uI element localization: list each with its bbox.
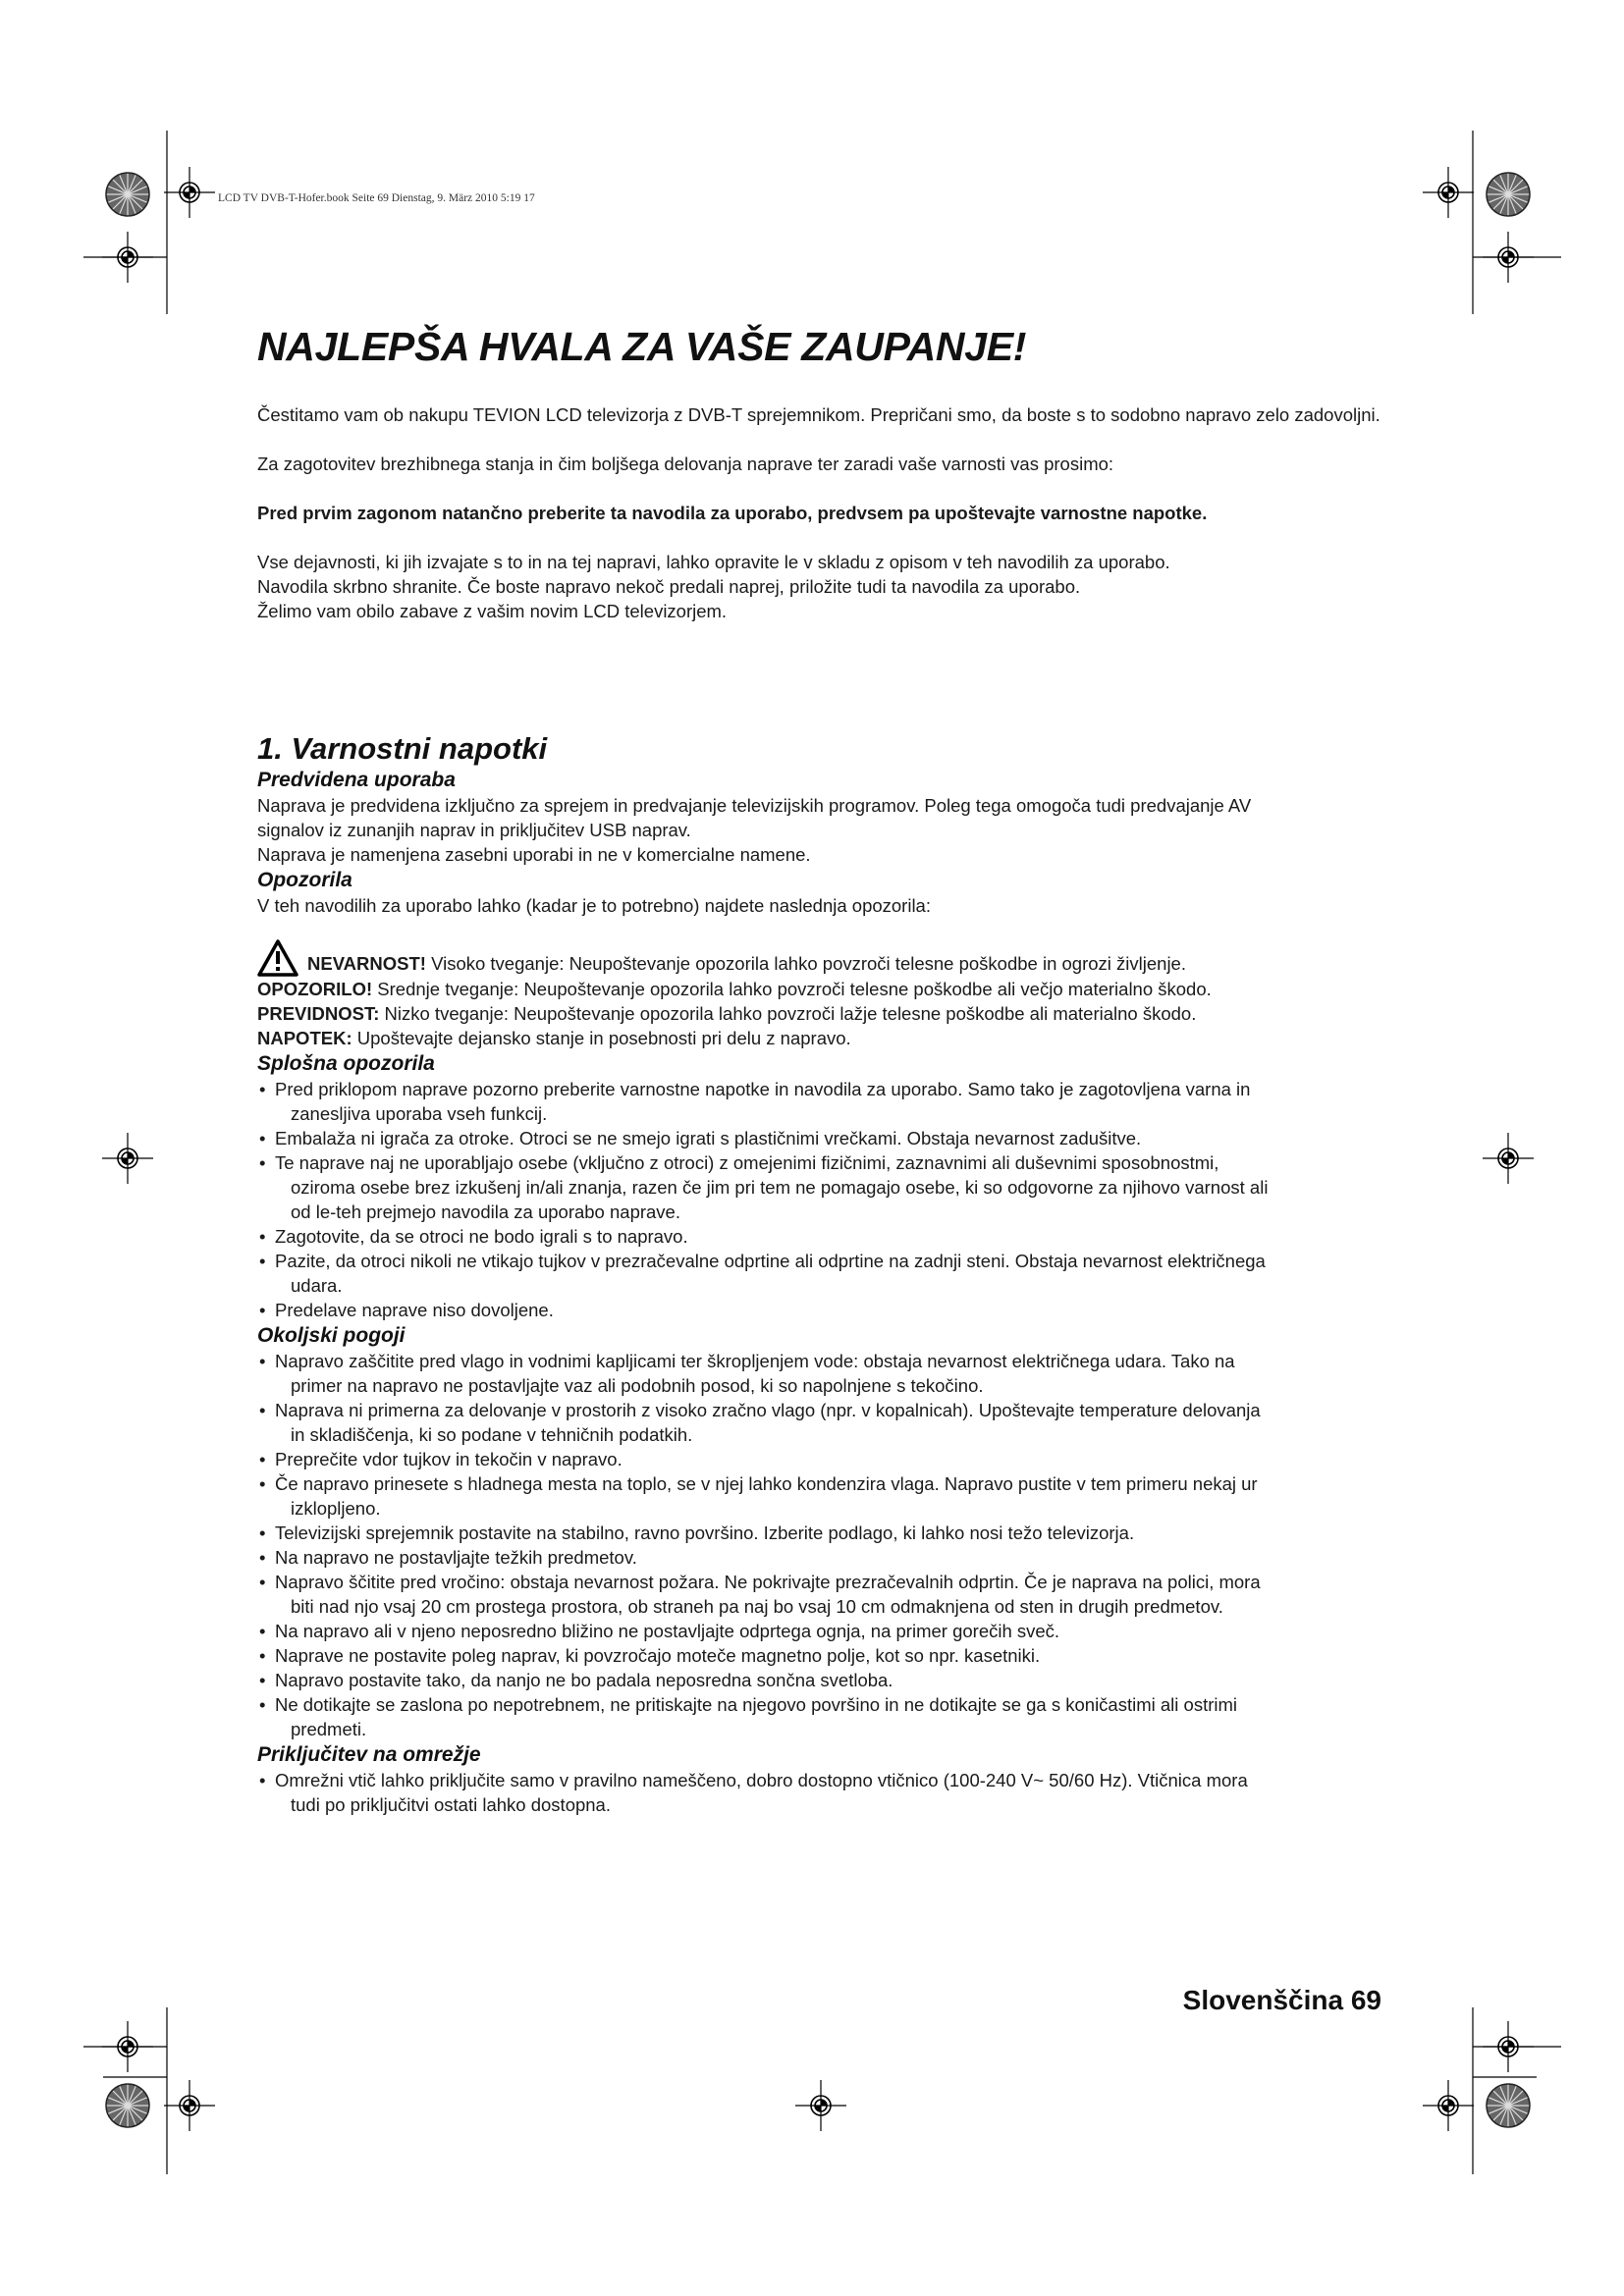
bullet-dot-icon: •: [259, 1400, 266, 1420]
bullet-text: Na napravo ali v njeno neposredno bližino ne postavljajte odprtega ognja, na primer gorečih sveč.: [275, 1621, 1060, 1641]
bullet-item: [257, 1150, 1386, 1224]
warning-text: Srednje tveganje: Neupoštevanje opozorila lahko povzroči telesne poškodbe ali večjo materialno škodo.: [372, 979, 1212, 999]
bullet-item: [257, 1570, 1386, 1619]
registration-mark-icon: [795, 2080, 846, 2131]
bullet-text-continued: in skladiščenja, ki so podane v tehničnih podatkih.: [291, 1424, 693, 1445]
page-content: [257, 324, 1386, 1817]
bullet-text: Televizijski sprejemnik postavite na stabilno, ravno površino. Izberite podlago, ki lahko nosi težo televizorja.: [275, 1522, 1135, 1543]
bullet-text: Napravo ščitite pred vročino: obstaja nevarnost požara. Ne pokrivajte prezračevalnih odprtin. Če je naprava na polici, mora: [275, 1572, 1261, 1592]
bullet-text: Zagotovite, da se otroci ne bodo igrali s to napravo.: [275, 1226, 688, 1247]
bullet-dot-icon: •: [259, 1572, 266, 1592]
page-footer: Slovenščina 69: [1182, 1985, 1381, 2015]
registration-mark-icon: [1423, 167, 1474, 218]
bullet-text: Napravo postavite tako, da nanjo ne bo padala neposredna sončna svetloba.: [275, 1670, 893, 1690]
bullet-text: Pazite, da otroci nikoli ne vtikajo tujkov v prezračevalne odprtine ali odprtine na zadnji steni. Obstaja nevarnost električnega: [275, 1251, 1266, 1271]
bullet-item: [257, 1768, 1386, 1817]
warning-list: [257, 977, 1386, 1050]
warning-text: Upoštevajte dejansko stanje in posebnosti pri delu z napravo.: [352, 1028, 851, 1048]
bullet-item: [257, 1224, 1386, 1249]
bullet-dot-icon: •: [259, 1473, 266, 1494]
print-slug: LCD TV DVB-T-Hofer.book Seite 69 Dienstag, 9. März 2010 5:19 17: [218, 192, 535, 204]
intro-line: Vse dejavnosti, ki jih izvajate s to in na tej napravi, lahko opravite le v skladu z opisom v teh navodilih za uporabo.: [257, 552, 1170, 572]
bullet-text-continued: tudi po priključitvi ostati lahko dostopna.: [291, 1794, 611, 1815]
bullet-item: [257, 1349, 1386, 1398]
bullet-text-continued: primer na napravo ne postavljajte vaz ali podobnih posod, ki so napolnjene s tekočino.: [291, 1375, 984, 1396]
bullet-dot-icon: •: [259, 1770, 266, 1790]
bullet-text: Predelave naprave niso dovoljene.: [275, 1300, 554, 1320]
warning-triangle-icon: [257, 939, 298, 977]
color-target-icon: [106, 2084, 149, 2127]
bullet-text: Naprave ne postavite poleg naprav, ki povzročajo moteče magnetno polje, kot so npr. kasetniki.: [275, 1645, 1041, 1666]
bullet-text-continued: biti nad njo vsaj 20 cm prostega prostora, ob straneh pa naj bo vsaj 10 cm odmaknjena od sten in drugih predmetov.: [291, 1596, 1223, 1617]
bullet-dot-icon: •: [259, 1522, 266, 1543]
bullet-item: [257, 1398, 1386, 1447]
bullet-text-continued: udara.: [291, 1275, 343, 1296]
bullet-text-continued: oziroma osebe brez izkušenj in/ali znanja, razen če jim pri tem ne pomagajo osebe, ki so odgovorne za njihovo varnost ali: [291, 1177, 1269, 1198]
bullet-dot-icon: •: [259, 1621, 266, 1641]
bullet-dot-icon: •: [259, 1300, 266, 1320]
bullet-list-okoljski: [257, 1349, 1386, 1741]
subheading-predvidena-uporaba: Predvidena uporaba: [257, 769, 456, 791]
intro-paragraph: Čestitamo vam ob nakupu TEVION LCD televizorja z DVB-T sprejemnikom. Prepričani smo, da boste s to sodobno napravo zelo zadovoljni.: [257, 404, 1380, 425]
registration-mark-icon: [102, 1133, 153, 1184]
bullet-text: Preprečite vdor tujkov in tekočin v napravo.: [275, 1449, 623, 1469]
warning-item-nevarnost: [307, 951, 1186, 977]
bullet-item: [257, 1077, 1386, 1126]
body-line: V teh navodilih za uporabo lahko (kadar je to potrebno) najdete naslednja opozorila:: [257, 895, 931, 916]
bullet-dot-icon: •: [259, 1670, 266, 1690]
intro-paragraph: [257, 550, 1386, 623]
warning-item-opozorilo: [257, 977, 1386, 1001]
registration-mark-icon: [164, 167, 215, 218]
intro-paragraph: Za zagotovitev brezhibnega stanja in čim boljšega delovanja naprave ter zaradi vaše varnosti vas prosimo:: [257, 454, 1114, 474]
bullet-item: [257, 1692, 1386, 1741]
bullet-item: [257, 1298, 1386, 1322]
section-title: 1. Varnostni napotki: [257, 731, 548, 766]
bullet-text-continued: predmeti.: [291, 1719, 367, 1739]
warning-levels: [257, 939, 1386, 977]
warning-text: Visoko tveganje: Neupoštevanje opozorila lahko povzroči telesne poškodbe in ogrozi življenje.: [425, 953, 1186, 974]
bullet-dot-icon: •: [259, 1152, 266, 1173]
subheading-splosna-opozorila: Splošna opozorila: [257, 1052, 435, 1075]
registration-mark-icon: [1423, 2080, 1474, 2131]
bullet-item: [257, 1643, 1386, 1668]
bullet-list-splosna: [257, 1077, 1386, 1322]
registration-mark-icon: [1483, 1133, 1534, 1184]
bullet-dot-icon: •: [259, 1449, 266, 1469]
color-target-icon: [106, 173, 149, 216]
color-target-icon: [1487, 2084, 1530, 2127]
warning-text: Nizko tveganje: Neupoštevanje opozorila lahko povzroči lažje telesne poškodbe ali materialno škodo.: [379, 1003, 1197, 1024]
bullet-text: Ne dotikajte se zaslona po nepotrebnem, ne pritiskajte na njegovo površino in ne dotikajte se ga s koničastimi ali ostrimi: [275, 1694, 1238, 1715]
body-line: Naprava je predvidena izključno za sprejem in predvajanje televizijskih programov. Poleg tega omogoča tudi predvajanje AV: [257, 795, 1252, 816]
page-title: NAJLEPŠA HVALA ZA VAŠE ZAUPANJE!: [257, 324, 1027, 369]
bullet-dot-icon: •: [259, 1128, 266, 1148]
bullet-dot-icon: •: [259, 1351, 266, 1371]
bullet-text: Če napravo prinesete s hladnega mesta na toplo, se v njej lahko kondenzira vlaga. Napravo pustite v tem primeru nekaj ur: [275, 1473, 1258, 1494]
warning-item-previdnost: [257, 1001, 1386, 1026]
bullet-dot-icon: •: [259, 1694, 266, 1715]
intro-line: Želimo vam obilo zabave z vašim novim LCD televizorjem.: [257, 601, 728, 621]
warning-label: NAPOTEK:: [257, 1028, 352, 1048]
bullet-dot-icon: •: [259, 1226, 266, 1247]
bullet-item: [257, 1471, 1386, 1521]
bullet-item: [257, 1545, 1386, 1570]
intro-line: Navodila skrbno shranite. Če boste napravo nekoč predali naprej, priložite tudi ta navodila za uporabo.: [257, 576, 1081, 597]
bullet-dot-icon: •: [259, 1547, 266, 1568]
bullet-text-continued: od le-teh prejmejo navodila za uporabo naprave.: [291, 1201, 680, 1222]
bullet-text: Naprava ni primerna za delovanje v prostorih z visoko zračno vlago (npr. v kopalnicah). Upoštevajte temperature delovanja: [275, 1400, 1261, 1420]
bullet-text: Na napravo ne postavljajte težkih predmetov.: [275, 1547, 637, 1568]
warning-item-napotek: [257, 1026, 1386, 1050]
bullet-text: Te naprave naj ne uporabljajo osebe (vključno z otroci) z omejenimi fizičnimi, zaznavnimi ali duševnimi sposobnostmi,: [275, 1152, 1219, 1173]
body-line: signalov iz zunanjih naprav in priključitev USB naprav.: [257, 820, 691, 840]
bullet-text: Omrežni vtič lahko priključite samo v pravilno nameščeno, dobro dostopno vtičnico (100-240 V~ 50/60 Hz). Vtičnica mora: [275, 1770, 1248, 1790]
bullet-item: [257, 1126, 1386, 1150]
bullet-list-prikljucitev: [257, 1768, 1386, 1817]
bullet-text-continued: izklopljeno.: [291, 1498, 381, 1519]
bullet-dot-icon: •: [259, 1645, 266, 1666]
warning-label: PREVIDNOST:: [257, 1003, 380, 1024]
bullet-text: Embalaža ni igrača za otroke. Otroci se ne smejo igrati s plastičnimi vrečkami. Obstaja nevarnost zadušitve.: [275, 1128, 1142, 1148]
intro-bold-notice: Pred prvim zagonom natančno preberite ta navodila za uporabo, predvsem pa upoštevajte varnostne napotke.: [257, 503, 1208, 523]
bullet-item: [257, 1668, 1386, 1692]
bullet-text: Pred priklopom naprave pozorno preberite varnostne napotke in navodila za uporabo. Samo tako je zagotovljena varna in: [275, 1079, 1251, 1099]
bullet-text: Napravo zaščitite pred vlago in vodnimi kapljicami ter škropljenjem vode: obstaja nevarnost električnega udara. Tako na: [275, 1351, 1235, 1371]
body-line: Naprava je namenjena zasebni uporabi in ne v komercialne namene.: [257, 844, 811, 865]
subheading-okoljski-pogoji: Okoljski pogoji: [257, 1324, 406, 1347]
registration-mark-icon: [164, 2080, 215, 2131]
subheading-prikljucitev: Priključitev na omrežje: [257, 1743, 481, 1766]
bullet-dot-icon: •: [259, 1079, 266, 1099]
bullet-item: [257, 1249, 1386, 1298]
bullet-item: [257, 1447, 1386, 1471]
bullet-text-continued: zanesljiva uporaba vseh funkcij.: [291, 1103, 548, 1124]
bullet-item: [257, 1619, 1386, 1643]
bullet-item: [257, 1521, 1386, 1545]
color-target-icon: [1487, 173, 1530, 216]
subheading-opozorila: Opozorila: [257, 869, 352, 891]
warning-label: NEVARNOST!: [307, 953, 426, 974]
bullet-dot-icon: •: [259, 1251, 266, 1271]
warning-label: OPOZORILO!: [257, 979, 373, 999]
